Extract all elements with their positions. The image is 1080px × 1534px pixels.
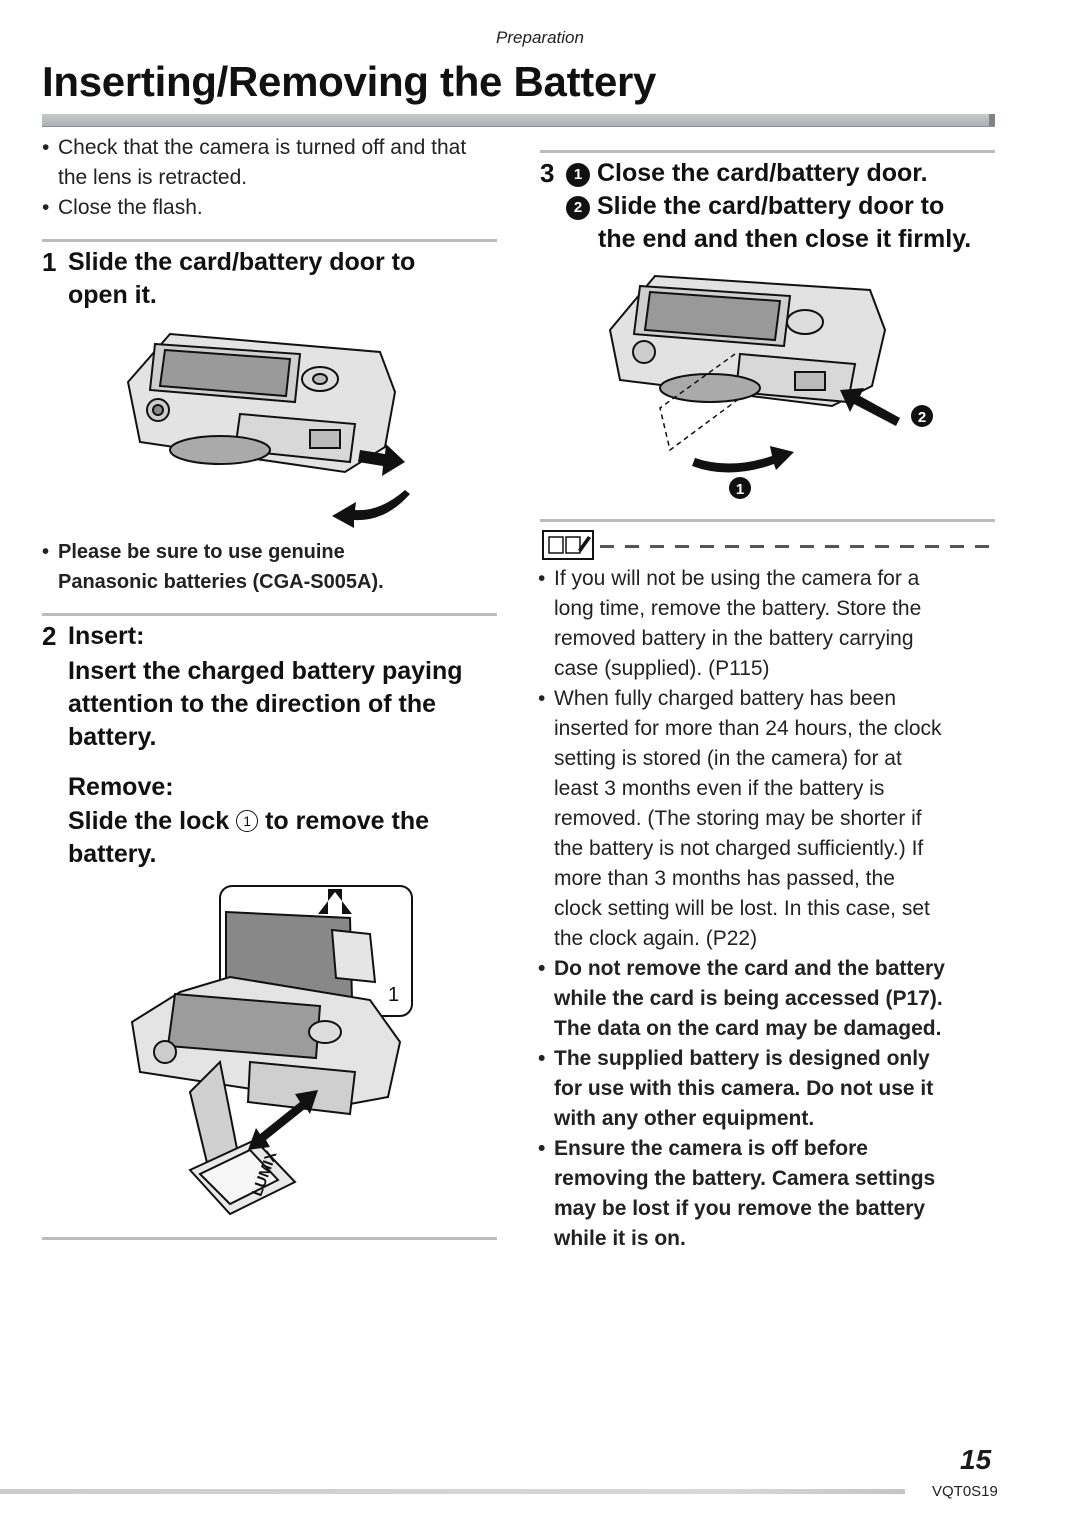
lock-marker-label: 1 xyxy=(388,984,400,1006)
footer-bar xyxy=(0,1489,905,1494)
intro-bullet: • Close the flash. xyxy=(42,196,203,219)
fig3-marker-2: 2 xyxy=(917,409,927,426)
title-underline-bar xyxy=(42,114,995,127)
divider xyxy=(540,150,995,153)
insert-line: battery. xyxy=(68,723,157,751)
step-3-heading: 3 1 Close the card/battery door. 2 Slide the card/battery door to the end and then close it firmly. xyxy=(540,157,1000,256)
insert-line: Insert the charged battery paying xyxy=(68,657,463,685)
step-2-heading: 2 Insert: Insert the charged battery paying attention to the direction of the battery. Remove: Slide the lock 1 to remove the battery. xyxy=(42,620,497,871)
divider xyxy=(540,519,995,522)
remove-line-2: battery. xyxy=(68,840,157,868)
battery-brand-label: LUMIX xyxy=(248,1148,281,1199)
insert-label: Insert: xyxy=(68,622,145,650)
note-item: • When fully charged battery has been inserted for more than 24 hours, the clock setting is stored (in the camera) for at least 3 months even if the battery is removed. (The storing may be shorter if the battery is not charged sufficiently.) If more than 3 months has passed, the clock setting will be lost. In this case, set the clock again. (P22) xyxy=(538,687,942,950)
step-1-line-1: Slide the card/battery door to xyxy=(68,248,416,276)
step-1-heading: 1 Slide the card/battery door to open it. xyxy=(42,246,497,312)
remove-label: Remove: xyxy=(68,773,174,801)
camera-door-close-illustration xyxy=(600,268,940,508)
note-icon xyxy=(542,530,594,560)
divider xyxy=(42,239,497,242)
note-item-important: • The supplied battery is designed only for use with this camera. Do not use it with any other equipment. xyxy=(538,1047,934,1130)
step-3-line-1: 1 Close the card/battery door. xyxy=(540,157,1000,190)
intro-bullet: • Check that the camera is turned off and that the lens is retracted. xyxy=(42,136,467,189)
step-3-line-3: the end and then close it firmly. xyxy=(598,225,972,253)
step-marker: 2 xyxy=(566,196,590,220)
divider xyxy=(42,613,497,616)
remove-line: Slide the lock 1 to remove the xyxy=(68,807,430,835)
notes-list xyxy=(538,564,1008,1254)
step-marker: 1 xyxy=(566,163,590,187)
note-dashed-line xyxy=(600,545,995,548)
page-number: 15 xyxy=(960,1444,992,1475)
model-code: VQT0S19 xyxy=(932,1483,998,1500)
divider xyxy=(42,1237,497,1240)
genuine-battery-note: • Please be sure to use genuine Panasonic batteries (CGA-S005A). xyxy=(42,541,384,593)
lock-marker: 1 xyxy=(236,810,258,832)
note-item-important: • Ensure the camera is off before removing the battery. Camera settings may be lost if you remove the battery while it is on. xyxy=(538,1137,936,1250)
note-item: • If you will not be using the camera for a long time, remove the battery. Store the removed battery in the battery carrying case (supplied). (P115) xyxy=(538,567,922,680)
page-title: Inserting/Removing the Battery xyxy=(42,58,657,105)
section-label: Preparation xyxy=(496,28,584,47)
note-item-important: • Do not remove the card and the battery while the card is being accessed (P17). The data on the card may be damaged. xyxy=(538,957,945,1040)
step-1-line-2: open it. xyxy=(68,281,157,309)
fig3-marker-1: 1 xyxy=(735,481,745,498)
battery-insert-illustration xyxy=(120,882,420,1222)
camera-door-open-illustration xyxy=(110,322,420,532)
step-3-line-2: 2 Slide the card/battery door to xyxy=(540,190,1000,223)
insert-line: attention to the direction of the xyxy=(68,690,437,718)
